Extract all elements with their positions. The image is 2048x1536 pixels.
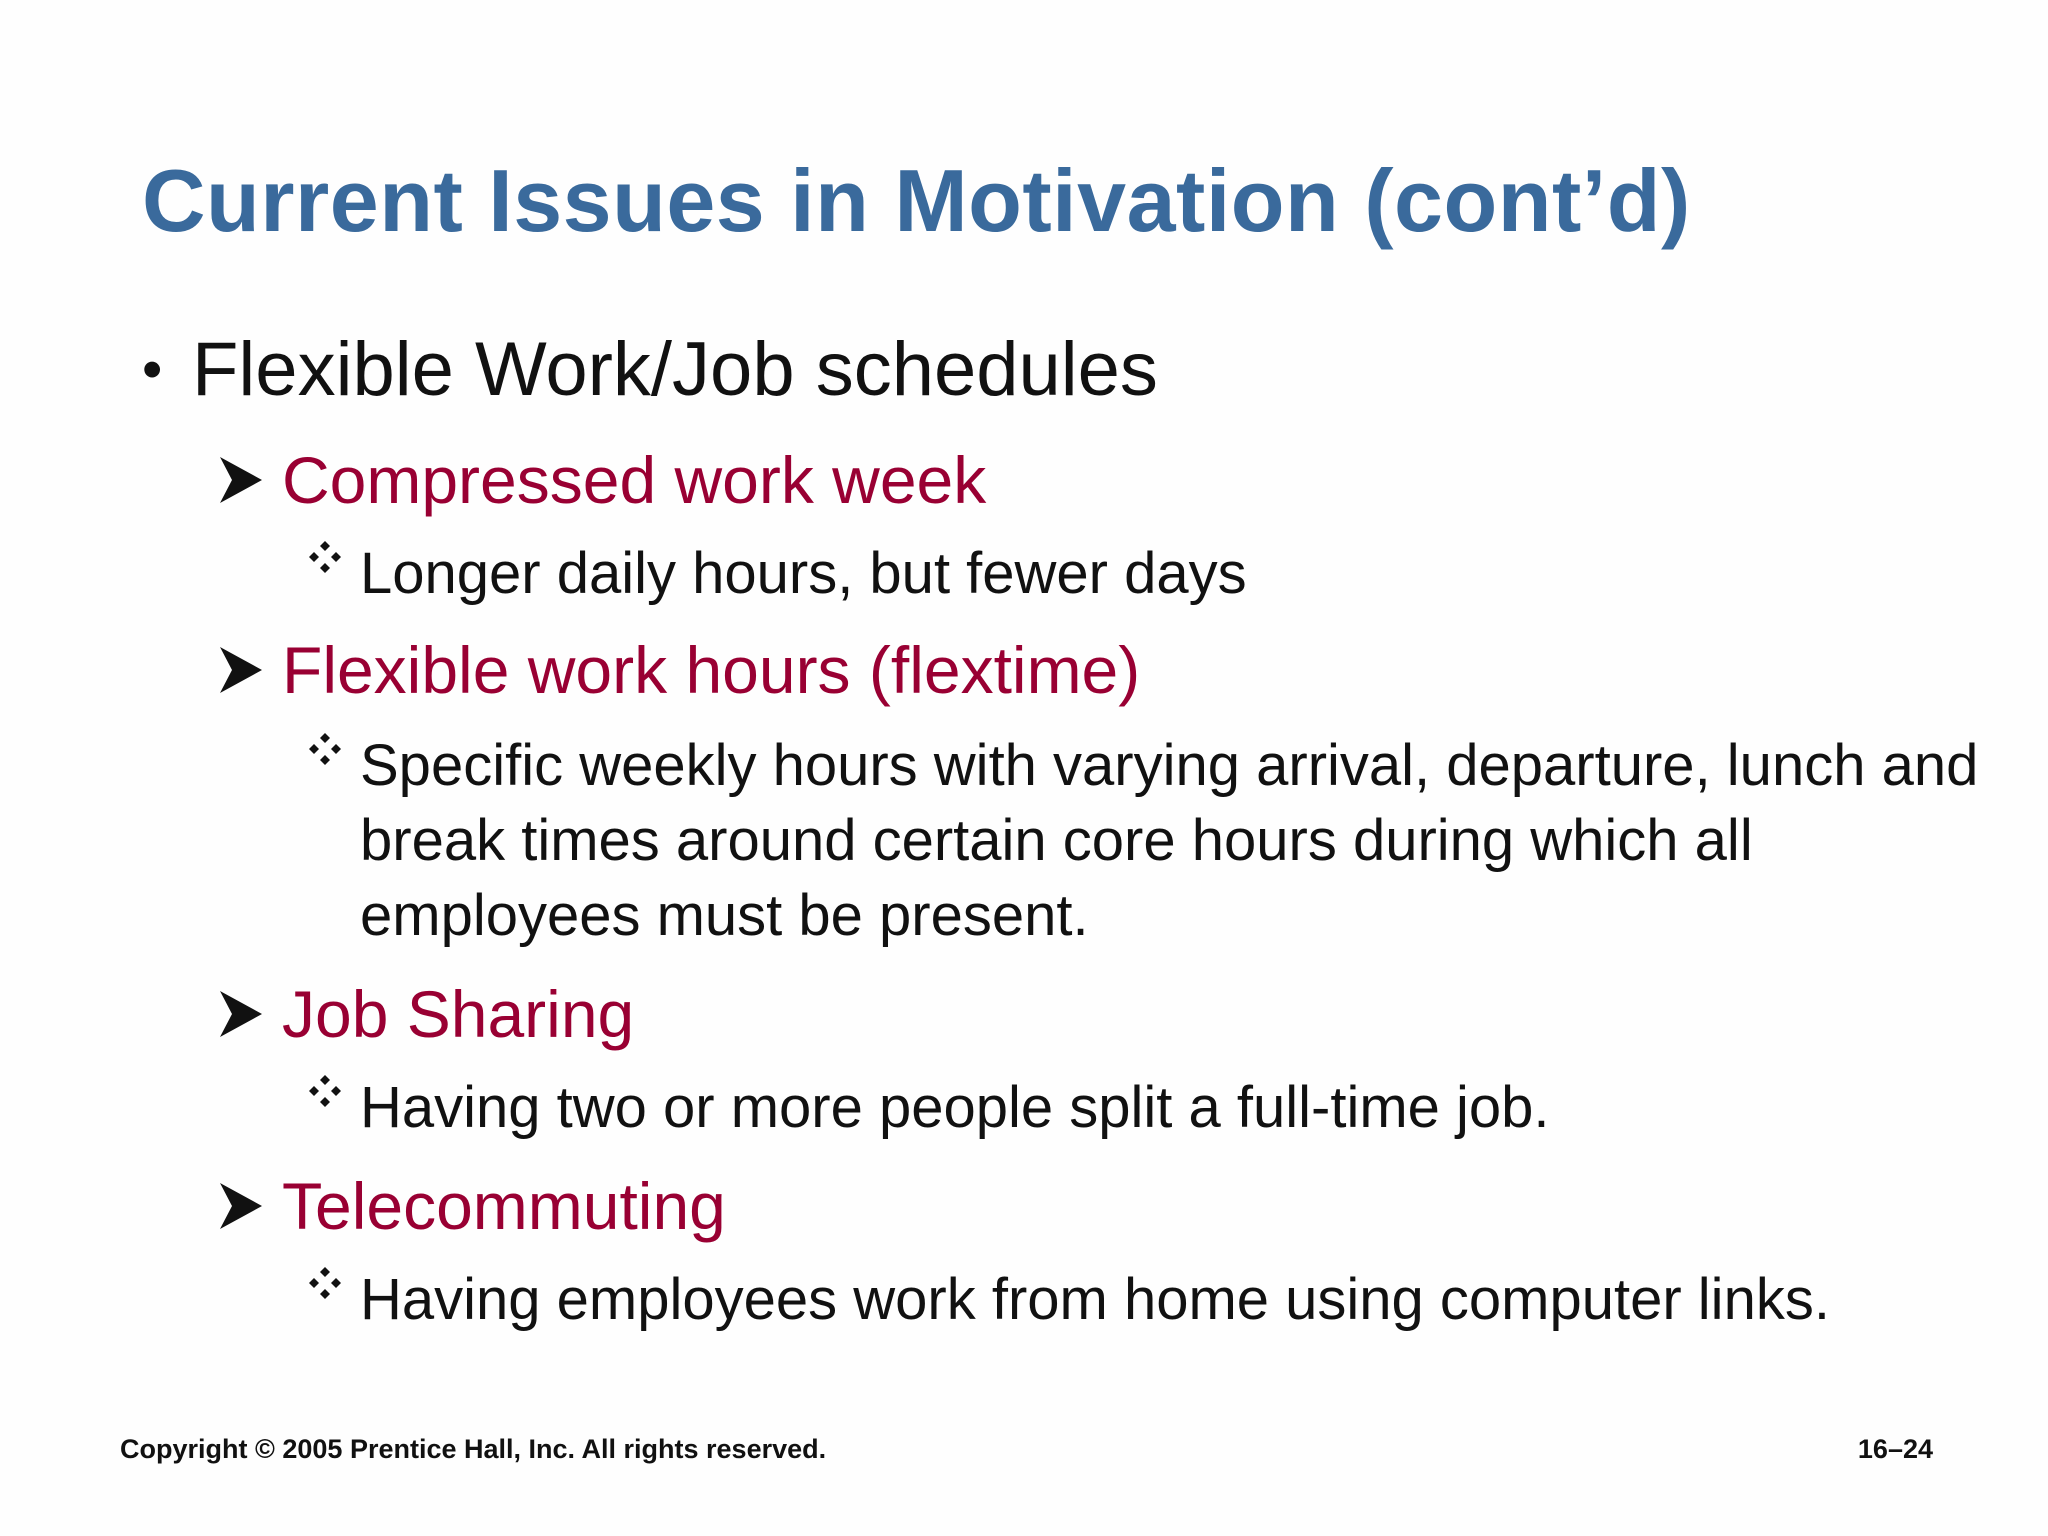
subitem-compressed-work-week <box>218 443 987 517</box>
four-diamond-icon <box>308 1070 360 1128</box>
four-diamond-icon <box>308 1262 360 1320</box>
bullet-flexible-schedules <box>142 327 1158 412</box>
arrowhead-icon <box>218 1172 282 1240</box>
subitem-label: Job Sharing <box>282 977 635 1051</box>
subitem-label: Telecommuting <box>282 1169 726 1243</box>
arrowhead-icon <box>218 636 282 704</box>
subitem-label: Compressed work week <box>282 443 987 517</box>
slide-title: Current Issues in Motivation (cont’d) <box>142 151 1691 250</box>
arrowhead-icon <box>218 980 282 1048</box>
subitem-job-sharing <box>218 977 635 1051</box>
detail-text: Specific weekly hours with varying arrival, departure, lunch and break times around certain core hours during which all employees must be present. <box>360 733 1979 948</box>
arrowhead-icon <box>218 446 282 514</box>
detail-compressed-work-week <box>308 536 1980 611</box>
four-diamond-icon <box>308 536 360 594</box>
subitem-label: Flexible work hours (flextime) <box>282 633 1141 707</box>
detail-job-sharing <box>308 1070 1980 1145</box>
page-number: 16–24 <box>1857 1434 1933 1464</box>
bullet-dot-icon: • <box>142 337 163 402</box>
detail-text: Having two or more people split a full-time job. <box>360 1075 1550 1140</box>
copyright-notice: Copyright © 2005 Prentice Hall, Inc. All rights reserved. <box>120 1434 827 1464</box>
detail-text: Longer daily hours, but fewer days <box>360 541 1247 606</box>
four-diamond-icon <box>308 728 360 786</box>
detail-telecommuting <box>308 1262 1880 1337</box>
subitem-telecommuting <box>218 1169 726 1243</box>
bullet-text: Flexible Work/Job schedules <box>192 327 1158 412</box>
detail-flextime <box>308 728 2000 953</box>
detail-text: Having employees work from home using computer links. <box>360 1267 1830 1332</box>
subitem-flextime <box>218 633 1141 707</box>
